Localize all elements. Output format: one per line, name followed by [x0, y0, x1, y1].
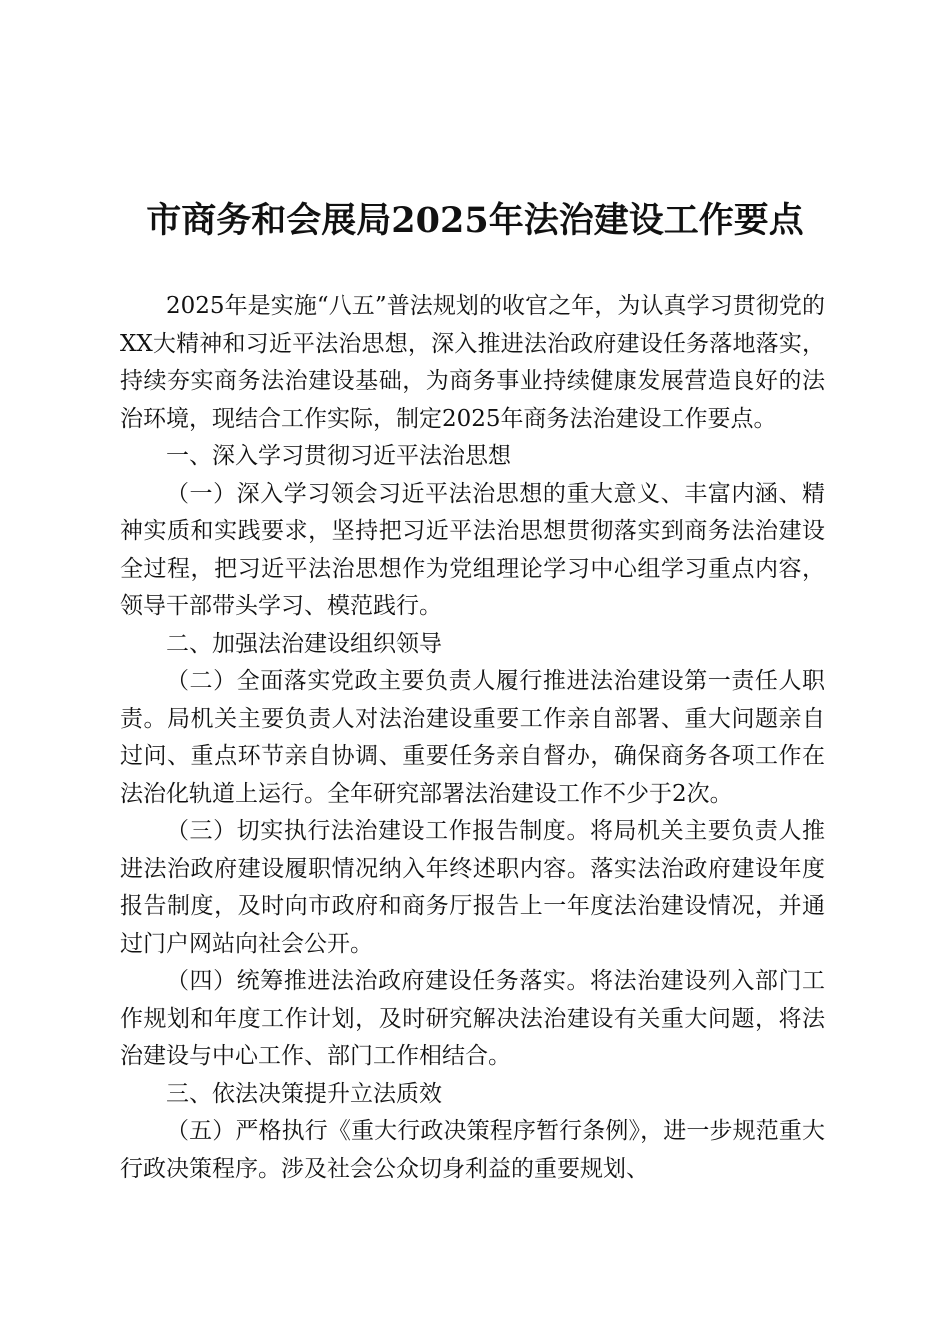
section-1-paragraph-1: （一）深入学习领会习近平法治思想的重大意义、丰富内涵、精神实质和实践要求，坚持把习近平法治思想贯彻落实到商务法治建设全过程，把习近平法治思想作为党组理论学习中心组学习重点内容，领导干部带头学习、模范践行。 — [120, 480, 825, 619]
section-3-paragraph-1: （五）严格执行《重大行政决策程序暂行条例》，进一步规范重大行政决策程序。涉及社会公众切身利益的重要规划、 — [120, 1118, 825, 1182]
document-body — [120, 288, 825, 1188]
document-title: 市商务和会展局2025年法治建设工作要点 — [146, 200, 804, 241]
section-heading-1: 一、深入学习贯彻习近平法治思想 — [166, 443, 511, 469]
section-2-paragraph-3: （四）统筹推进法治政府建设任务落实。将法治建设列入部门工作规划和年度工作计划，及时研究解决法治建设有关重大问题，将法治建设与中心工作、部门工作相结合。 — [120, 968, 825, 1069]
section-2-paragraph-2: （三）切实执行法治建设工作报告制度。将局机关主要负责人推进法治政府建设履职情况纳入年终述职内容。落实法治政府建设年度报告制度，及时向市政府和商务厅报告上一年度法治建设情况，并通过门户网站向社会公开。 — [120, 818, 825, 957]
intro-paragraph: 2025年是实施“八五”普法规划的收官之年，为认真学习贯彻党的XX大精神和习近平法治思想，深入推进法治政府建设任务落地落实，持续夯实商务法治建设基础，为商务事业持续健康发展营造良好的法治环境，现结合工作实际，制定2025年商务法治建设工作要点。 — [120, 293, 825, 432]
section-2-paragraph-1: （二）全面落实党政主要负责人履行推进法治建设第一责任人职责。局机关主要负责人对法治建设重要工作亲自部署、重大问题亲自过问、重点环节亲自协调、重要任务亲自督办，确保商务各项工作在法治化轨道上运行。全年研究部署法治建设工作不少于2次。 — [120, 668, 825, 807]
section-heading-3: 三、依法决策提升立法质效 — [166, 1080, 442, 1107]
section-heading-2: 二、加强法治建设组织领导 — [166, 630, 442, 657]
